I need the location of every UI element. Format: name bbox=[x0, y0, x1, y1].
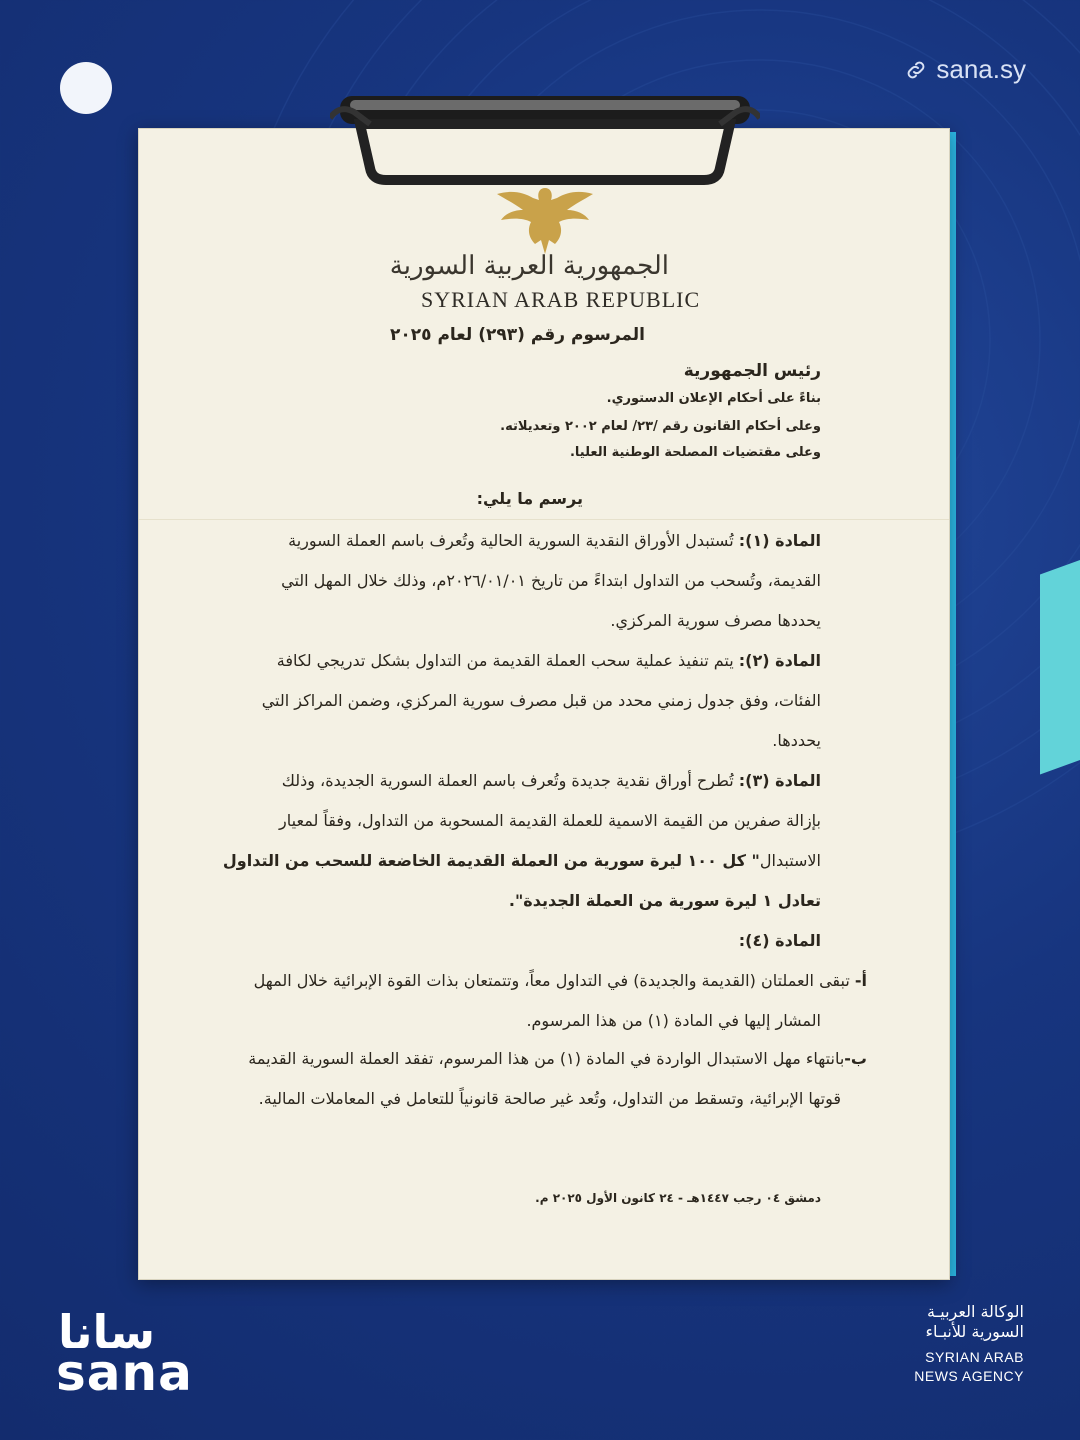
article-1-line: يحددها مصرف سورية المركزي. bbox=[610, 611, 821, 630]
agency-name bbox=[914, 1302, 1024, 1386]
sana-logo-english: sana bbox=[56, 1344, 193, 1402]
agency-name-english: SYRIAN ARAB bbox=[925, 1349, 1024, 1365]
decrees-heading: يرسم ما يلي: bbox=[476, 489, 583, 508]
agency-name-arabic: الوكالة العربيـة bbox=[926, 1302, 1024, 1321]
decree-date: دمشق ٠٤ رجب ١٤٤٧هـ - ٢٤ كانون الأول ٢٠٢٥ م. bbox=[535, 1191, 821, 1205]
preamble-line: بناءً على أحكام الإعلان الدستوري. bbox=[606, 391, 821, 406]
preamble-line: وعلى مقتضيات المصلحة الوطنية العليا. bbox=[569, 445, 821, 460]
article-2-label: المادة (٢): bbox=[738, 651, 821, 670]
agency-name-english: NEWS AGENCY bbox=[914, 1368, 1024, 1384]
preamble-line: وعلى أحكام القانون رقم /٢٣/ لعام ٢٠٠٢ وتعديلاته. bbox=[500, 419, 821, 434]
article-4-b-line: ب-بانتهاء مهل الاستبدال الواردة في المادة (١) من هذا المرسوم، تفقد العملة السورية القديمة bbox=[248, 1049, 867, 1068]
article-2-line: يحددها. bbox=[772, 731, 821, 750]
document-paper bbox=[138, 128, 950, 1280]
article-4-a-line: المشار إليها في المادة (١) من هذا المرسوم. bbox=[526, 1011, 821, 1030]
decree-title: المرسوم رقم (٢٩٣) لعام ٢٠٢٥ bbox=[390, 325, 645, 345]
article-3-label: المادة (٣): bbox=[738, 771, 821, 790]
article-1-line: القديمة، وتُسحب من التداول ابتداءً من تاريخ ٢٠٢٦/٠١/٠١م، وذلك خلال المهل التي bbox=[281, 571, 821, 590]
article-4-a-label: أ- bbox=[854, 971, 867, 990]
site-url: sana.sy bbox=[936, 54, 1026, 84]
article-1-line: المادة (١): تُستبدل الأوراق النقدية السورية الحالية وتُعرف باسم العملة السورية bbox=[288, 531, 821, 550]
white-dot-decoration bbox=[60, 62, 112, 114]
article-2-line: المادة (٢): يتم تنفيذ عملية سحب العملة القديمة من التداول بشكل تدريجي لكافة bbox=[276, 651, 821, 670]
republic-name-english: SYRIAN ARAB REPUBLIC bbox=[421, 287, 701, 312]
article-1-label: المادة (١): bbox=[738, 531, 821, 550]
article-3-line: بإزالة صفرين من القيمة الاسمية للعملة القديمة المسحوبة من التداول، وفقاً لمعيار bbox=[279, 811, 821, 830]
clipboard-clip bbox=[330, 88, 760, 188]
article-3-line: المادة (٣): تُطرح أوراق نقدية جديدة وتُعرف باسم العملة السورية الجديدة، وذلك bbox=[281, 771, 821, 790]
article-4-a-line: أ- تبقى العملتان (القديمة والجديدة) في التداول معاً، وتتمتعان بذات القوة الإبرائية خلال المهل bbox=[253, 971, 867, 990]
agency-name-arabic: السورية للأنبـاء bbox=[925, 1322, 1024, 1341]
article-4-label: المادة (٤): bbox=[738, 931, 821, 950]
decree-document bbox=[139, 129, 949, 1279]
article-4-b-line: قوتها الإبرائية، وتسقط من التداول، وتُعد غير صالحة قانونياً للتعامل في المعاملات المالية. bbox=[258, 1089, 841, 1108]
president-heading: رئيس الجمهورية bbox=[683, 361, 821, 381]
link-icon bbox=[904, 58, 928, 82]
article-4-b-label: ب- bbox=[844, 1049, 867, 1068]
article-2-line: الفئات، وفق جدول زمني محدد من قبل مصرف سورية المركزي، وضمن المراكز التي bbox=[261, 691, 821, 710]
article-3-line: تعادل ١ ليرة سورية من العملة الجديدة". bbox=[508, 891, 821, 910]
site-link[interactable] bbox=[904, 54, 1026, 85]
republic-name-arabic: الجمهورية العربية السورية bbox=[389, 251, 669, 281]
article-3-line: الاستبدال" كل ١٠٠ ليرة سورية من العملة القديمة الخاضعة للسحب من التداول bbox=[222, 851, 821, 870]
sana-logo-arabic: سانا bbox=[58, 1305, 156, 1359]
sticky-note-decoration bbox=[1040, 545, 1080, 774]
